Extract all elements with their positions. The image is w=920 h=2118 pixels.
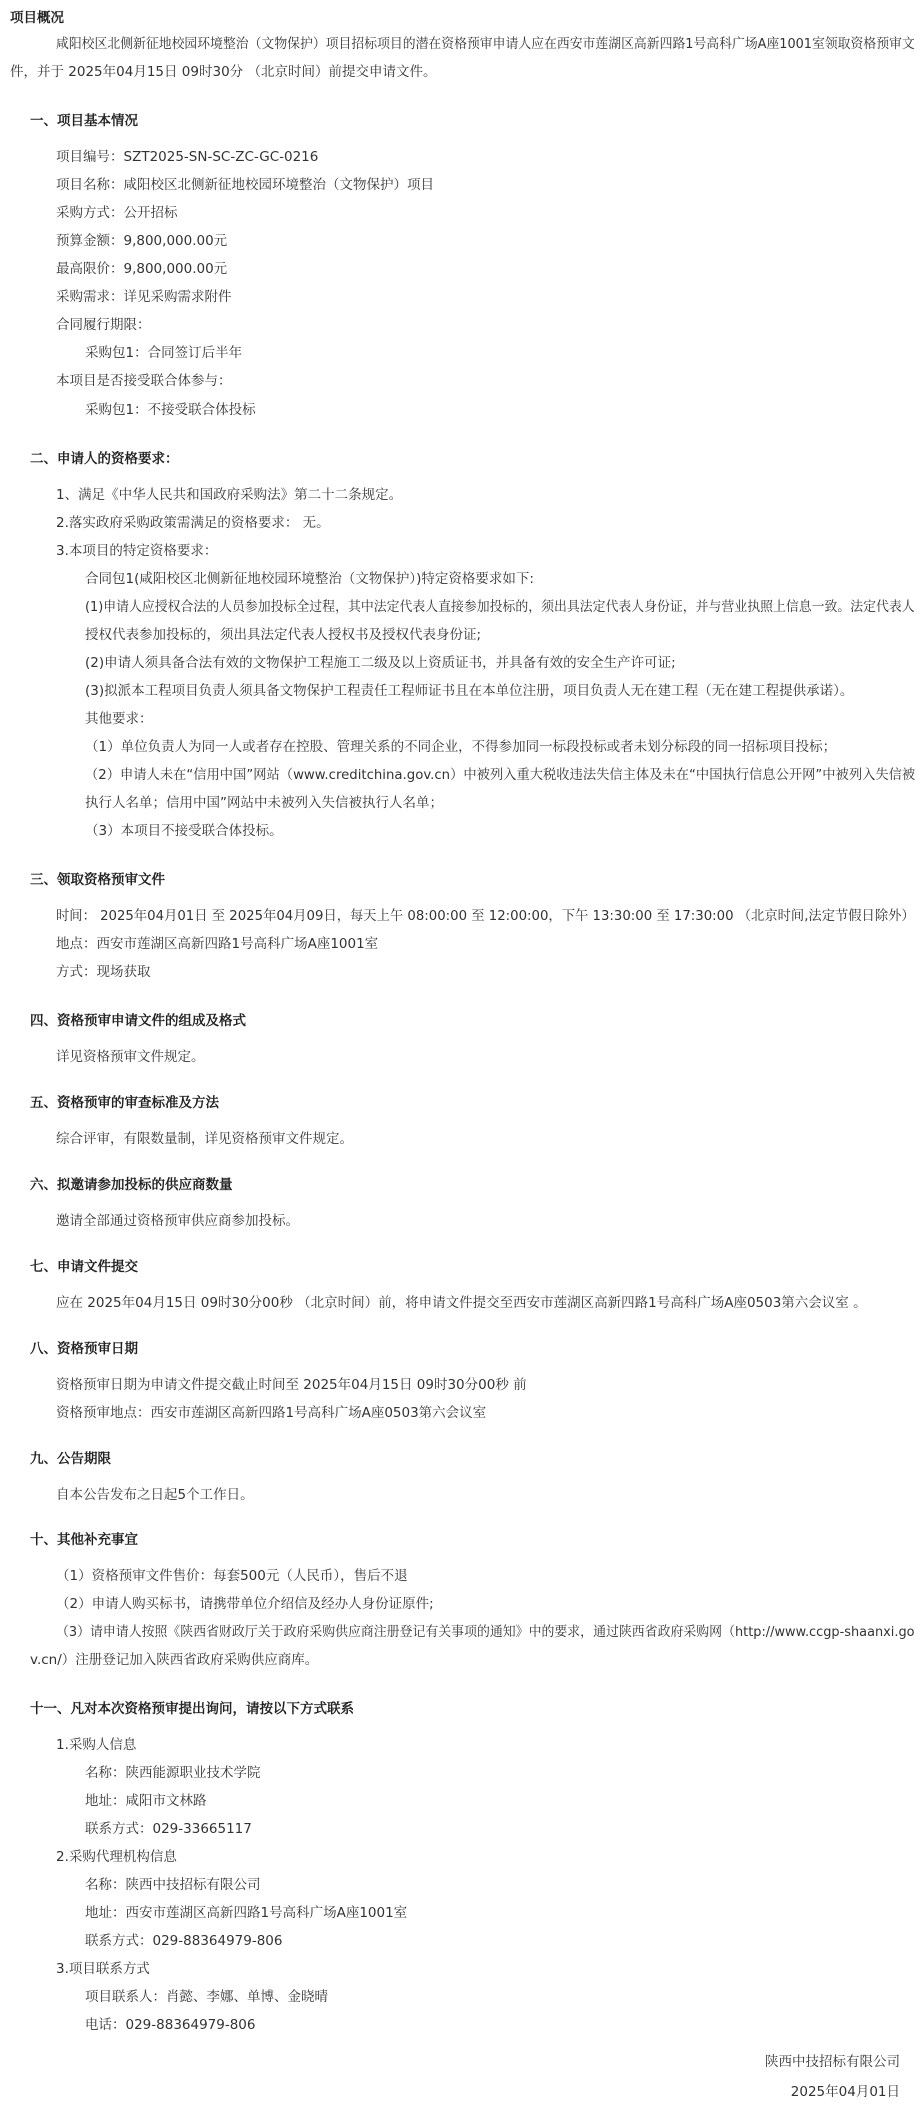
other-requirements-label: 其他要求： — [85, 711, 153, 727]
section-4-text: 详见资格预审文件规定。 — [56, 1049, 205, 1065]
supplement-3-line1: （3）请申请人按照《陕西省财政厅关于政府采购供应商注册登记有关事项的通知》中的要求，通过陕西省政府采购网（http://www.ccgp-shaanxi.go — [56, 1624, 915, 1640]
section-11-title: 十一、凡对本次资格预审提出询问，请按以下方式联系 — [30, 1701, 354, 1717]
project-number: 项目编号：SZT2025-SN-SC-ZC-GC-0216 — [56, 149, 319, 165]
review-date: 资格预审日期为申请文件提交截止时间至 2025年04月15日 09时30分00秒 前 — [56, 1377, 527, 1393]
buyer-address: 地址：咸阳市文林路 — [85, 1793, 207, 1809]
project-contact-title: 3.项目联系方式 — [56, 1961, 150, 1977]
section-10-title: 十、其他补充事宜 — [30, 1532, 138, 1548]
procurement-method: 采购方式：公开招标 — [56, 205, 178, 221]
overview-paragraph-line1: 咸阳校区北侧新征地校园环境整治（文物保护）项目招标项目的潜在资格预审申请人应在西安市莲湖区高新四路1号高科广场A座1001室领取资格预审文 — [56, 36, 915, 52]
pickup-place: 地点：西安市莲湖区高新四路1号高科广场A座1001室 — [56, 936, 379, 952]
supplement-2: （2）申请人购买标书，请携带单位介绍信及经办人身份证原件; — [56, 1596, 434, 1612]
requirement-2: 2.落实政府采购政策需满足的资格要求： 无。 — [56, 515, 330, 531]
consortium-label: 本项目是否接受联合体参与： — [56, 373, 232, 389]
section-3-title: 三、领取资格预审文件 — [30, 872, 165, 888]
other-requirement-3: （3）本项目不接受联合体投标。 — [85, 823, 283, 839]
section-9-text: 自本公告发布之日起5个工作日。 — [56, 1487, 254, 1503]
section-7-title: 七、申请文件提交 — [30, 1259, 138, 1275]
budget-amount: 预算金额：9,800,000.00元 — [56, 233, 228, 249]
section-9-title: 九、公告期限 — [30, 1451, 111, 1467]
footer-date: 2025年04月01日 — [790, 2084, 900, 2100]
section-1-title: 一、项目基本情况 — [30, 113, 138, 129]
contract-term-value: 采购包1：合同签订后半年 — [85, 345, 243, 361]
requirement-3: 3.本项目的特定资格要求： — [56, 543, 218, 559]
section-6-text: 邀请全部通过资格预审供应商参加投标。 — [56, 1213, 299, 1229]
contract-term-label: 合同履行期限： — [56, 317, 151, 333]
agent-info-title: 2.采购代理机构信息 — [56, 1849, 177, 1865]
buyer-name: 名称：陕西能源职业技术学院 — [85, 1765, 261, 1781]
pickup-time: 时间： 2025年04月01日 至 2025年04月09日，每天上午 08:00:00 至 12:00:00，下午 13:30:00 至 17:30:00 （北京时间,法定节假日除外） — [56, 908, 915, 924]
overview-paragraph-line2: 件，并于 2025年04月15日 09时30分 （北京时间）前提交申请文件。 — [10, 64, 437, 80]
section-5-title: 五、资格预审的审查标准及方法 — [30, 1095, 219, 1111]
qualification-1-line1: (1)申请人应授权合法的人员参加投标全过程，其中法定代表人直接参加投标的，须出具法定代表人身份证，并与营业执照上信息一致。法定代表人 — [85, 599, 915, 615]
footer-company: 陕西中技招标有限公司 — [765, 2054, 900, 2070]
other-requirement-1: （1）单位负责人为同一人或者存在控股、管理关系的不同企业，不得参加同一标段投标或者未划分标段的同一招标项目投标； — [85, 739, 837, 755]
other-requirement-2-line1: （2）申请人未在“信用中国”网站（www.creditchina.gov.cn）中被列入重大税收违法失信主体及未在“中国执行信息公开网”中被列入失信被 — [85, 767, 916, 783]
supplement-3-line2: v.cn/）注册登记加入陕西省政府采购供应商库。 — [30, 1652, 319, 1668]
qualification-1-line2: 授权代表参加投标的，须出具法定代表人授权书及授权代表身份证; — [85, 627, 482, 643]
section-8-title: 八、资格预审日期 — [30, 1341, 138, 1357]
max-price: 最高限价：9,800,000.00元 — [56, 261, 228, 277]
buyer-phone: 联系方式：029-33665117 — [85, 1821, 252, 1837]
section-4-title: 四、资格预审申请文件的组成及格式 — [30, 1013, 246, 1029]
other-requirement-2-line2: 执行人名单；信用中国”网站中未被列入失信被执行人名单； — [85, 795, 443, 811]
consortium-value: 采购包1：不接受联合体投标 — [85, 402, 256, 418]
agent-phone: 联系方式：029-88364979-806 — [85, 1933, 283, 1949]
section-2-title: 二、申请人的资格要求： — [30, 451, 179, 467]
buyer-info-title: 1.采购人信息 — [56, 1737, 137, 1753]
agent-name: 名称：陕西中技招标有限公司 — [85, 1877, 261, 1893]
supplement-1: （1）资格预审文件售价：每套500元（人民币），售后不退 — [56, 1568, 408, 1584]
package-requirement-intro: 合同包1(咸阳校区北侧新征地校园环境整治（文物保护）)特定资格要求如下: — [85, 571, 534, 587]
qualification-3: (3)拟派本工程项目负责人须具备文物保护工程责任工程师证书且在本单位注册，项目负责人无在建工程（无在建工程提供承诺）。 — [85, 683, 854, 699]
pickup-method: 方式：现场获取 — [56, 964, 151, 980]
section-6-title: 六、拟邀请参加投标的供应商数量 — [30, 1177, 233, 1193]
section-7-text: 应在 2025年04月15日 09时30分00秒 （北京时间）前，将申请文件提交至西安市莲湖区高新四路1号高科广场A座0503第六会议室 。 — [56, 1295, 867, 1311]
overview-title: 项目概况 — [10, 10, 64, 26]
section-5-text: 综合评审，有限数量制，详见资格预审文件规定。 — [56, 1131, 353, 1147]
qualification-2: (2)申请人须具备合法有效的文物保护工程施工二级及以上资质证书，并具备有效的安全生产许可证; — [85, 655, 676, 671]
project-contact-people: 项目联系人：肖懿、李娜、单博、金晓晴 — [85, 1989, 328, 2005]
agent-address: 地址：西安市莲湖区高新四路1号高科广场A座1001室 — [85, 1905, 408, 1921]
project-contact-phone: 电话：029-88364979-806 — [85, 2017, 256, 2033]
review-place: 资格预审地点：西安市莲湖区高新四路1号高科广场A座0503第六会议室 — [56, 1405, 487, 1421]
requirement-1: 1、满足《中华人民共和国政府采购法》第二十二条规定。 — [56, 487, 403, 503]
project-name: 项目名称：咸阳校区北侧新征地校园环境整治（文物保护）项目 — [56, 177, 434, 193]
procurement-requirement: 采购需求：详见采购需求附件 — [56, 289, 232, 305]
